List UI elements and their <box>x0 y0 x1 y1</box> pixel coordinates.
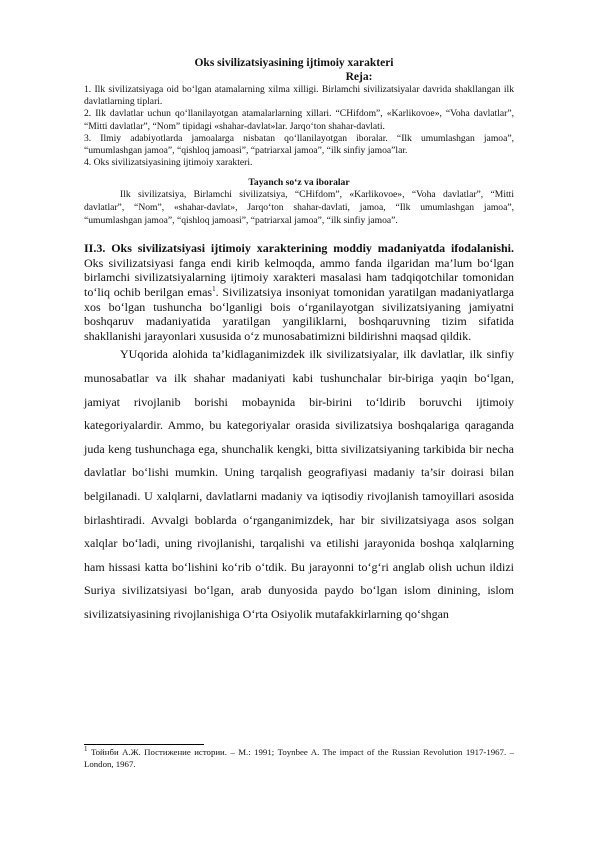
body-paragraph: YUqorida alohida ta’kidlaganimizdek ilk sivilizatsiyalar, ilk davlatlar, ilk sinfiy munosabatlar va ilk shahar madaniyati kabi tushunchalar bir-biriga yaqin bo‘lgan, jamiyat rivojlanib borishi mobaynida bir-birini to‘ldirib boruvchi ijtimoiy kategoriyalardir. Ammo, bu kategoriyalar orasida sivilizatsiya boshqalariga qaraganda juda keng tushunchaga ega, shunchalik kengki, bitta sivilizatsiyaning tarkibida bir necha davlatlar bo‘lishi mumkin. Uning tarqalish geografiyasi madaniy ta’sir doirasi bilan belgilanadi. U xalqlarni, davlatlarni madaniy va iqtisodiy rivojlanish tamoyillari asosida birlashtiradi. Avvalgi boblarda o‘rganganimizdek, har bir sivilizatsiyaga asos solgan xalqlar bo‘ladi, uning rivojlanishi, tarqalishi va etilishi jarayonida boshqa xalqlarning ham hissasi katta bo‘lishini ko‘rib o‘tdik. Bu jarayonni to‘g‘ri anglab olish uchun ildizi Suriya sivilizatsiyasi bo‘lgan, arab dunyosida paydo bo‘lgan islom dinining, islom sivilizatsiyasining rivojlanishiga O‘rta Osiyolik mutafakkirlarning qo‘shgan <box>84 347 514 621</box>
footnote-number: 1 <box>84 745 88 754</box>
plan-item-3: 3. Ilmiy adabiyotlarda jamoalarga nisbatan qo‘llanilayotgan iboralar. “Ilk umumlashgan jamoa”, “umumlashgan jamoa”, “qishloq jamoasi”, “patriarxal jamoa”, “ilk sinfiy jamoa”lar. <box>84 132 514 157</box>
section-text-part-b: . Sivilizatsiya insoniyat tomonidan yaratilgan madaniyatlarga xos bo‘lgan tushuncha bo‘lganligi bois o‘rganilayotgan sivilizatsiyaning jamiyatni boshqaruv madaniyatida yaratilgan yangiliklarni, boshqaruvning tizim sifatida shakllanishi jarayonlari xususida o‘z munosabatimizni bildirishni maqsad qildik. <box>84 284 514 343</box>
plan-heading-label: Reja <box>345 71 369 83</box>
document-title: Oks sivilizatsiyasining ijtimoiy xarakteri <box>194 57 394 69</box>
plan-item-4: 4. Oks sivilizatsiyasining ijtimoiy xarakteri. <box>84 157 253 169</box>
footnote-divider <box>84 744 204 745</box>
section-heading: II.3. Oks sivilizatsiyasi ijtimoiy xarakterining moddiy madaniyatda ifodalanishi. <box>84 241 514 256</box>
footnote-reference[interactable]: 1 <box>212 284 216 293</box>
plan-item-2: 2. Ilk davlatlar uchun qo‘llanilayotgan atamalarlarning xillari. “CHifdom”, «Karlikovoe», “Voha davlatlar”, “Mitti davlatlar”, “Nom” tipidagi «shahar-davlat»lar. Jarqo‘ton shahar-davlati. <box>84 108 514 132</box>
plan-heading <box>84 70 514 84</box>
keywords-heading: Tayanch so‘z va iboralar <box>248 177 350 189</box>
section-paragraph <box>84 241 514 343</box>
section-text-part-a: Oks sivilizatsiyasi fanga endi kirib kelmoqda, ammo fanda ilgaridan ma’lum bo‘lgan birlamchi sivilizatsiyalarning ijtimoiy xarakteri masalasi ham tadqiqotchilar tomonidan to‘liq ochib berilgan emas <box>84 255 514 299</box>
plan-item-1: 1. Ilk sivilizatsiyaga oid bo‘lgan atamalarning xilma xilligi. Birlamchi sivilizatsiyalar davrida shakllangan ilk davlatlarning tiplari. <box>84 84 514 108</box>
footnote-text: Тойнби А.Ж. Постижение истории. – М.: 1991; Toynbee A. The impact of the Russian Revolution 1917-1967. – London, 1967. <box>84 747 514 769</box>
footnote <box>84 747 514 770</box>
plan-heading-colon: : <box>368 71 373 83</box>
keywords-text: Ilk sivilizatsiya, Birlamchi sivilizatsiya, “CHifdom”, «Karlikovoe», “Voha davlatlar”, “Mitti davlatlar”, “Nom”, «shahar-davlat», Jarqo‘ton shahar-davlati, jamoa, “Ilk umumlashgan jamoa”, “umumlashgan jamoa”, “qishloq jamoasi”, “patriarxal jamoa”, “ilk sinfiy jamoa”. <box>84 189 514 226</box>
